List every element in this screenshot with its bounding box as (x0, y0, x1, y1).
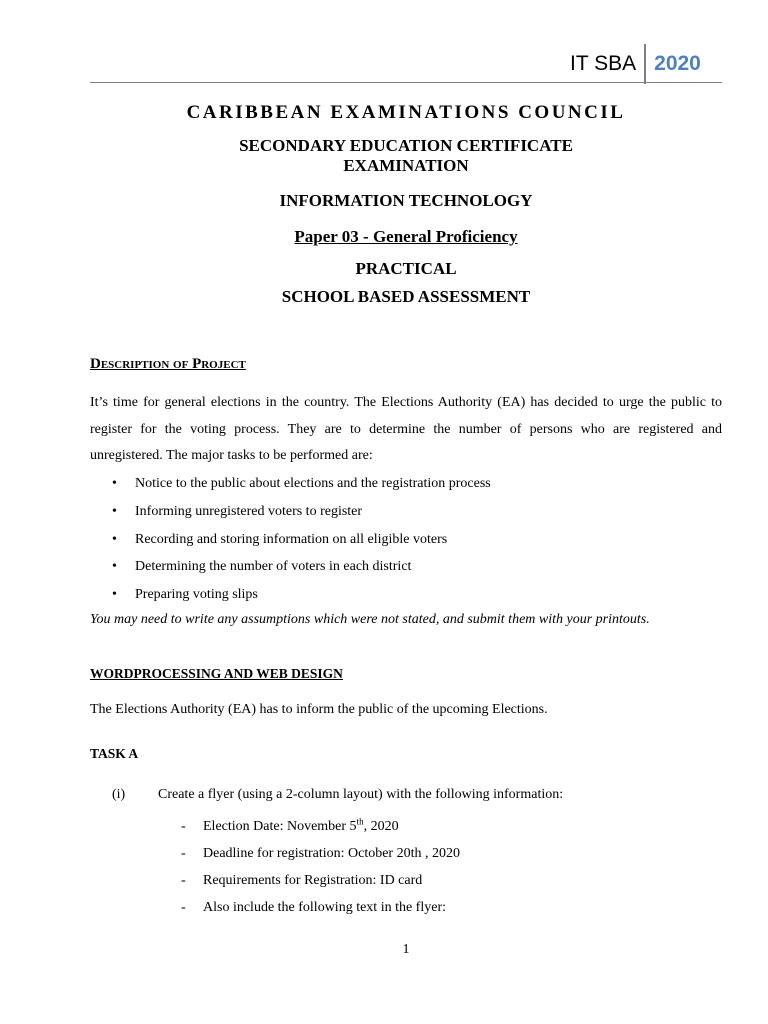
election-date: Election Date: November 5th, 2020 (203, 816, 399, 834)
wordprocessing-text: The Elections Authority (EA) has to inform the public of the upcoming Elections. (90, 702, 548, 717)
registration-deadline: Deadline for registration: October 20th , 2020 (203, 846, 460, 861)
certificate-line-1: SECONDARY EDUCATION CERTIFICATE (239, 136, 573, 155)
list-item (90, 526, 722, 554)
certificate-line-2: EXAMINATION (343, 156, 469, 175)
bullet-icon: • (112, 559, 117, 575)
list-item (90, 581, 722, 609)
list-item (178, 867, 460, 894)
bullet-icon: • (112, 503, 117, 519)
wordprocessing-heading: WORDPROCESSING AND WEB DESIGN (90, 666, 343, 681)
assessment-title: SCHOOL BASED ASSESSMENT (281, 287, 531, 306)
task-a-heading: TASK A (90, 746, 139, 761)
practical-title: PRACTICAL (355, 259, 457, 278)
description-heading: Description of Project (90, 356, 246, 372)
item-text: Create a flyer (using a 2-column layout) with the following information: (158, 787, 564, 802)
list-item (90, 470, 722, 498)
bullet-icon: • (112, 587, 117, 603)
dash-icon: - (181, 846, 186, 861)
header-year: 2020 (654, 52, 701, 75)
registration-requirements: Requirements for Registration: ID card (203, 873, 423, 888)
page-number: 1 (402, 942, 410, 957)
list-item (178, 840, 460, 867)
list-item (178, 894, 460, 921)
flyer-details-list (178, 813, 460, 921)
subject-title: INFORMATION TECHNOLOGY (279, 191, 533, 210)
task-bullet-list (90, 470, 722, 609)
paper-title: Paper 03 - General Proficiency (294, 227, 518, 246)
list-item-text: Notice to the public about elections and the registration process (135, 476, 491, 491)
list-item (178, 813, 460, 840)
description-intro: It’s time for general elections in the country. The Elections Authority (EA) has decided to urge the public to register for the voting process. They are to determine the number of persons who are registered and unregistered. The major tasks to be performed are: (90, 395, 722, 463)
list-item-text: Preparing voting slips (135, 587, 258, 603)
council-title: CARIBBEAN EXAMINATIONS COUNCIL (186, 102, 626, 123)
bullet-icon: • (112, 531, 117, 547)
certificate-title (90, 136, 722, 176)
bullet-icon: • (112, 476, 117, 491)
header-label: IT SBA (570, 52, 637, 75)
list-item-text: Recording and storing information on all eligible voters (135, 531, 448, 547)
list-item (90, 498, 722, 526)
list-item-text: Informing unregistered voters to register (135, 503, 363, 519)
item-number: (i) (112, 787, 126, 802)
assumptions-note: You may need to write any assumptions which were not stated, and submit them with your printouts. (90, 612, 650, 627)
header-rule (90, 82, 722, 83)
page-header (570, 44, 701, 84)
list-item (90, 553, 722, 581)
list-item-text: Determining the number of voters in each district (135, 559, 412, 575)
dash-icon: - (181, 873, 186, 888)
dash-icon: - (181, 900, 186, 915)
dash-icon: - (181, 819, 186, 834)
include-text-instruction: Also include the following text in the flyer: (203, 900, 447, 915)
